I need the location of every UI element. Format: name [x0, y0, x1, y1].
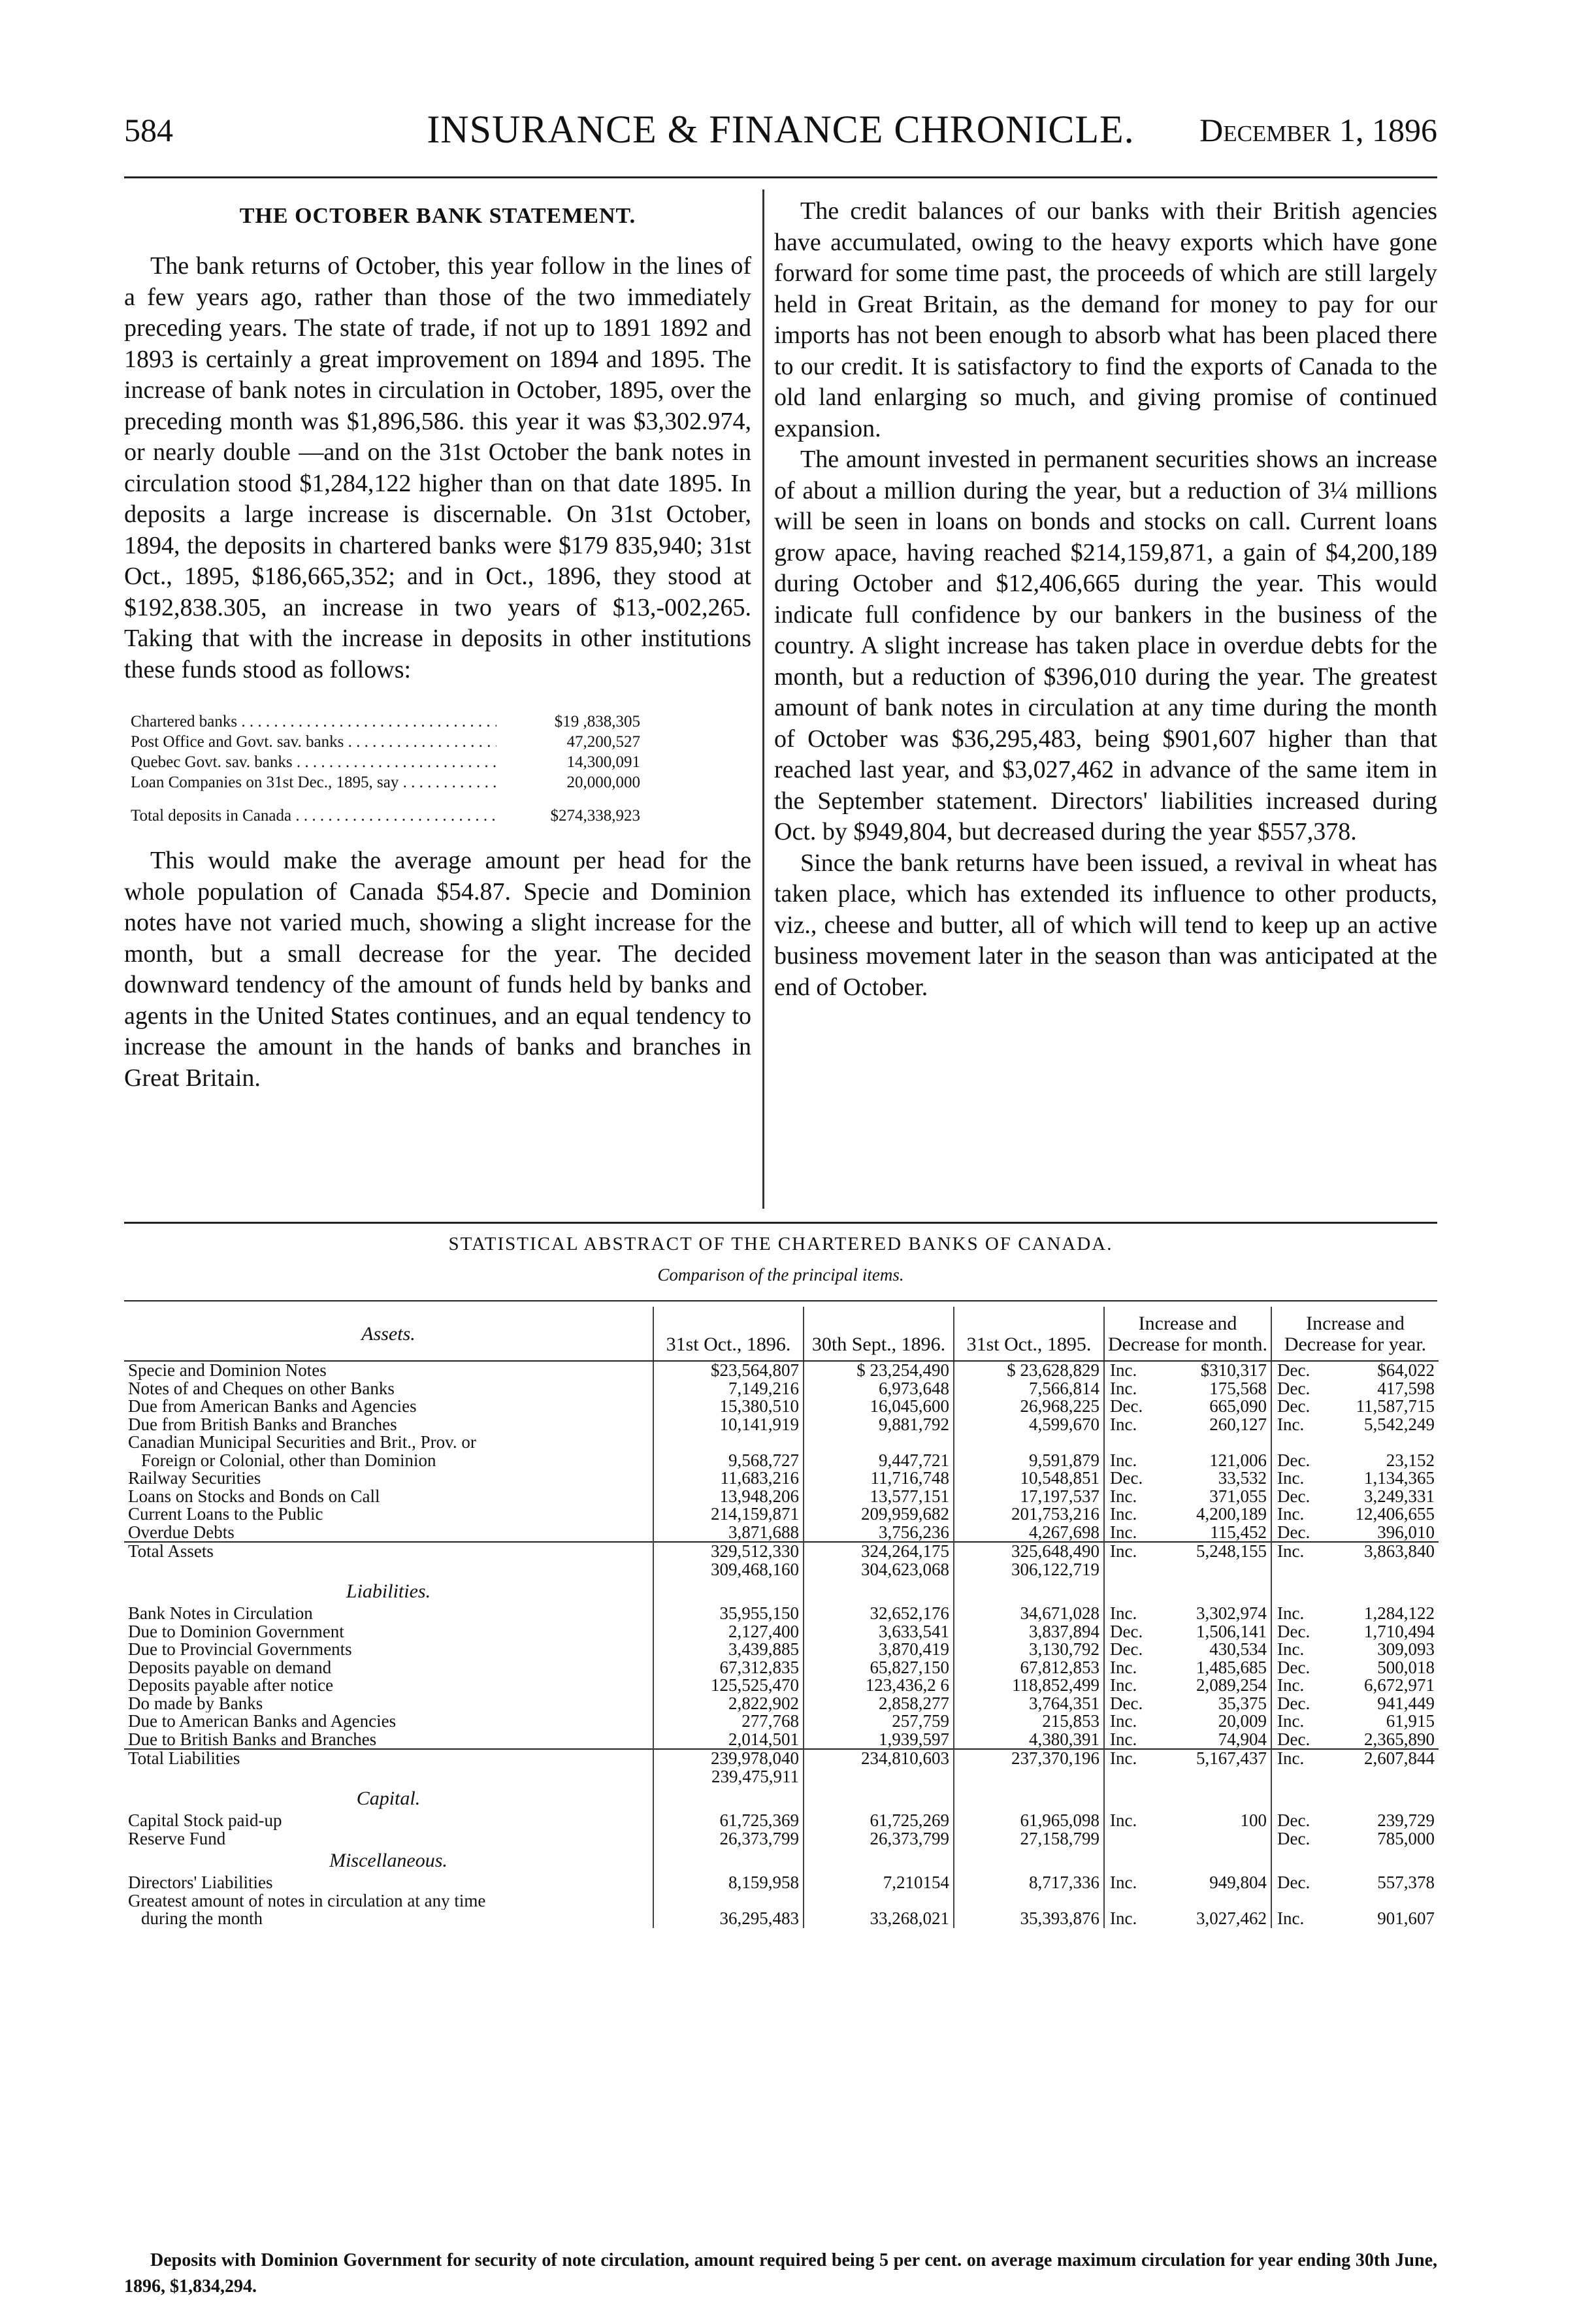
- cell-month-direction: Inc.: [1104, 1452, 1147, 1470]
- deposit-label: Loan Companies on 31st Dec., 1895, say . . .: [131, 772, 496, 793]
- cell-sept-1896: 33,268,021: [804, 1910, 954, 1928]
- cell-sept-1896: 257,759: [804, 1712, 954, 1731]
- cell-year-direction: Dec.: [1271, 1695, 1314, 1713]
- cell-year-direction: Inc.: [1271, 1542, 1314, 1561]
- cell-month-amount: 3,302,974: [1196, 1605, 1267, 1623]
- capital-section-row: [124, 1786, 1439, 1812]
- cell-oct-1896: 67,312,835: [653, 1659, 804, 1677]
- cell-year-amount: [1314, 1768, 1439, 1786]
- cell-sept-1896: 13,577,151: [804, 1488, 954, 1506]
- cell-label: Total Assets: [124, 1542, 653, 1561]
- cell-year-direction: Dec.: [1271, 1398, 1314, 1416]
- cell-month-amount: [1147, 1433, 1271, 1452]
- cell-oct-1896: 2,822,902: [653, 1695, 804, 1713]
- cell-label: Loans on Stocks and Bonds on Call: [128, 1487, 380, 1505]
- table-row: [124, 1623, 1439, 1641]
- cell-sept-1896: 3,756,236: [804, 1524, 954, 1543]
- cell-year-amount: 1,284,122: [1364, 1605, 1435, 1623]
- cell-year-amount: 785,000: [1377, 1829, 1435, 1848]
- cell-year-direction: Dec.: [1271, 1874, 1314, 1892]
- table-row: [124, 1380, 1439, 1398]
- cell-year-amount: 2,365,890: [1364, 1730, 1435, 1749]
- header-assets: Assets.: [124, 1307, 653, 1361]
- section-heading: Liabilities.: [346, 1580, 431, 1602]
- cell-month-amount: 33,532: [1218, 1469, 1267, 1488]
- cell-sept-1896: [804, 1433, 954, 1452]
- article-paragraph: The credit balances of our banks with their British agencies have accumulated, owing to the heavy exports which have gone forward for some time past, the proceeds of which are still largely held in Great Britain, as the demand for money to pay for our imports has not been enough to absorb what has been placed there to our credit. It is satisfactory to find the exports of Canada to the old land enlarging so much, and giving promise of continued expansion.: [774, 197, 1437, 442]
- cell-year-direction: Dec.: [1271, 1659, 1314, 1677]
- cell-oct-1895: 7,566,814: [954, 1380, 1104, 1398]
- cell-month-direction: Dec.: [1104, 1469, 1147, 1488]
- cell-oct-1896: [653, 1433, 804, 1452]
- right-column: [774, 196, 1437, 1003]
- table-row: [124, 1659, 1439, 1677]
- cell-month-direction: Dec.: [1104, 1641, 1147, 1659]
- cell-oct-1895: 4,599,670: [954, 1416, 1104, 1434]
- cell-oct-1895: 237,370,196: [954, 1749, 1104, 1768]
- cell-label: Due from American Banks and Agencies: [128, 1398, 417, 1416]
- cell-year-direction: [1271, 1768, 1314, 1786]
- cell-month-direction: Dec.: [1104, 1623, 1147, 1641]
- cell-label: Notes of and Cheques on other Banks: [128, 1379, 395, 1398]
- cell-oct-1895: 26,968,225: [954, 1398, 1104, 1416]
- cell-oct-1895: 61,965,098: [954, 1812, 1104, 1830]
- table-title: STATISTICAL ABSTRACT OF THE CHARTERED BANKS OF CANADA.: [448, 1234, 1113, 1254]
- cell-year-amount: [1314, 1561, 1439, 1579]
- deposits-list: [124, 712, 751, 826]
- cell-oct-1895: 4,267,698: [954, 1524, 1104, 1543]
- cell-oct-1896: [653, 1892, 804, 1910]
- cell-month-direction: Inc.: [1104, 1505, 1147, 1524]
- cell-sept-1896: 16,045,600: [804, 1398, 954, 1416]
- cell-month-direction: Dec.: [1104, 1695, 1147, 1713]
- cell-month-amount: 4,200,189: [1196, 1505, 1267, 1524]
- cell-month-direction: Inc.: [1104, 1731, 1147, 1750]
- cell-month-amount: [1147, 1768, 1271, 1786]
- cell-month-direction: Inc.: [1104, 1524, 1147, 1543]
- deposit-label: Post Office and Govt. sav. banks . . .: [131, 732, 496, 752]
- cell-month-amount: 665,090: [1209, 1398, 1267, 1416]
- header-sept-1896: 30th Sept., 1896.: [804, 1307, 954, 1361]
- cell-month-amount: 5,167,437: [1147, 1749, 1271, 1768]
- cell-oct-1896: 26,373,799: [653, 1830, 804, 1848]
- cell-year-direction: Dec.: [1271, 1623, 1314, 1641]
- deposit-row: [131, 772, 640, 793]
- cell-month-direction: Inc.: [1104, 1812, 1147, 1830]
- table-row: [124, 1416, 1439, 1434]
- cell-sept-1896: $ 23,254,490: [804, 1361, 954, 1380]
- cell-month-direction: [1104, 1433, 1147, 1452]
- cell-year-amount: 3,863,840: [1314, 1542, 1439, 1561]
- cell-year-direction: Inc.: [1271, 1605, 1314, 1623]
- cell-year-direction: [1271, 1561, 1314, 1579]
- cell-year-amount: [1314, 1892, 1439, 1910]
- cell-year-direction: Dec.: [1271, 1731, 1314, 1750]
- table-rule: [124, 1300, 1437, 1301]
- cell-oct-1896: 239,978,040: [653, 1749, 804, 1768]
- cell-label: Due to Dominion Government: [128, 1622, 344, 1641]
- table-body: [124, 1361, 1439, 1928]
- cell-year-amount: 396,010: [1377, 1523, 1435, 1542]
- cell-year-amount: 901,607: [1377, 1910, 1435, 1928]
- cell-year-amount: 5,542,249: [1364, 1415, 1435, 1433]
- cell-month-direction: Dec.: [1104, 1398, 1147, 1416]
- cell-label: Due to Provincial Governments: [128, 1641, 352, 1659]
- cell-oct-1895: 3,764,351: [954, 1695, 1104, 1713]
- cell-oct-1895: 67,812,853: [954, 1659, 1104, 1677]
- cell-month-direction: Inc.: [1104, 1605, 1147, 1623]
- cell-month-direction: [1104, 1892, 1147, 1910]
- cell-label: Current Loans to the Public: [128, 1505, 323, 1524]
- cell-year-amount: 941,449: [1377, 1694, 1435, 1712]
- header-month-change: Increase and Decrease for month.: [1104, 1307, 1271, 1361]
- cell-label: Railway Securities: [128, 1469, 261, 1488]
- cell-label: Reserve Fund: [128, 1829, 226, 1848]
- cell-label: Deposits payable after notice: [128, 1677, 334, 1695]
- cell-month-direction: Inc.: [1104, 1749, 1147, 1768]
- cell-label: [124, 1561, 653, 1579]
- cell-sept-1896: 65,827,150: [804, 1659, 954, 1677]
- cell-label: Deposits payable on demand: [128, 1658, 332, 1677]
- cell-year-amount: 417,598: [1377, 1379, 1435, 1398]
- cell-oct-1896: 309,468,160: [653, 1561, 804, 1579]
- cell-year-amount: 500,018: [1377, 1658, 1435, 1677]
- table-row: [124, 1677, 1439, 1695]
- cell-year-direction: Dec.: [1271, 1361, 1314, 1380]
- misc-section-row: [124, 1848, 1439, 1874]
- cell-month-amount: 5,248,155: [1147, 1542, 1271, 1561]
- cell-sept-1896: 9,447,721: [804, 1452, 954, 1470]
- cell-sept-1896: 2,858,277: [804, 1695, 954, 1713]
- cell-oct-1895: 34,671,028: [954, 1605, 1104, 1623]
- table-row: [124, 1605, 1439, 1623]
- cell-oct-1896: $23,564,807: [653, 1361, 804, 1380]
- cell-month-direction: Inc.: [1104, 1488, 1147, 1506]
- cell-label: Specie and Dominion Notes: [128, 1361, 327, 1380]
- deposit-value: 20,000,000: [496, 772, 640, 793]
- cell-month-amount: 20,009: [1218, 1712, 1267, 1731]
- table-row: [124, 1830, 1439, 1848]
- table-row: [124, 1469, 1439, 1488]
- cell-year-amount: 309,093: [1377, 1641, 1435, 1659]
- cell-label: Do made by Banks: [128, 1694, 263, 1712]
- cell-sept-1896: 234,810,603: [804, 1749, 954, 1768]
- cell-oct-1896: 61,725,369: [653, 1812, 804, 1830]
- cell-sept-1896: 6,973,648: [804, 1380, 954, 1398]
- cell-label: Foreign or Colonial, other than Dominion: [141, 1451, 436, 1469]
- cell-oct-1896: 3,871,688: [653, 1524, 804, 1543]
- deposit-label: Chartered banks . . .: [131, 712, 496, 732]
- cell-sept-1896: 11,716,748: [804, 1469, 954, 1488]
- table-row: [124, 1361, 1439, 1380]
- cell-month-amount: 260,127: [1209, 1415, 1267, 1433]
- cell-label: Canadian Municipal Securities and Brit., Prov. or: [128, 1433, 476, 1452]
- cell-year-amount: 1,710,494: [1364, 1622, 1435, 1641]
- cell-sept-1896: [804, 1892, 954, 1910]
- deposit-row: [131, 732, 640, 752]
- cell-oct-1895: $ 23,628,829: [954, 1361, 1104, 1380]
- cell-year-direction: Inc.: [1271, 1416, 1314, 1434]
- cell-year-direction: [1271, 1433, 1314, 1452]
- cell-month-direction: Inc.: [1104, 1416, 1147, 1434]
- cell-year-direction: Inc.: [1271, 1469, 1314, 1488]
- cell-month-amount: 949,804: [1209, 1874, 1267, 1892]
- cell-sept-1896: 7,210154: [804, 1874, 954, 1892]
- cell-sept-1896: 324,264,175: [804, 1542, 954, 1561]
- cell-month-amount: 175,568: [1209, 1379, 1267, 1398]
- cell-oct-1895: 35,393,876: [954, 1910, 1104, 1928]
- cell-year-direction: [1271, 1892, 1314, 1910]
- cell-month-amount: $310,317: [1200, 1361, 1267, 1380]
- cell-sept-1896: 32,652,176: [804, 1605, 954, 1623]
- cell-oct-1895: 27,158,799: [954, 1830, 1104, 1848]
- statistical-abstract-table: [124, 1307, 1439, 1928]
- left-column: [124, 196, 751, 1094]
- cell-month-amount: 100: [1240, 1812, 1267, 1830]
- cell-oct-1896: 35,955,150: [653, 1605, 804, 1623]
- deposit-value: $19 ,838,305: [496, 712, 640, 732]
- deposit-row: [131, 712, 640, 732]
- cell-month-amount: [1147, 1561, 1271, 1579]
- cell-year-direction: Inc.: [1271, 1712, 1314, 1731]
- cell-month-amount: 35,375: [1218, 1694, 1267, 1712]
- header-rule: [124, 176, 1437, 178]
- cell-month-direction: Inc.: [1104, 1712, 1147, 1731]
- cell-label: during the month: [141, 1910, 263, 1928]
- cell-sept-1896: 123,436,2 6: [804, 1677, 954, 1695]
- cell-oct-1895: 306,122,719: [954, 1561, 1104, 1579]
- cell-oct-1896: 277,768: [653, 1712, 804, 1731]
- cell-oct-1895: 17,197,537: [954, 1488, 1104, 1506]
- cell-month-amount: 371,055: [1209, 1487, 1267, 1505]
- table-row: [124, 1488, 1439, 1506]
- cell-sept-1896: 3,870,419: [804, 1641, 954, 1659]
- deposit-total-row: [131, 806, 640, 826]
- deposit-total-value: $274,338,923: [496, 806, 640, 826]
- assets-subtotal-row: [124, 1561, 1439, 1579]
- article-paragraph: This would make the average amount per head for the whole population of Canada $54.87. Specie and Dominion notes have not varied much, showing a slight increase for the month, but a small decrease for the year. The decided downward tendency of the amount of funds held by banks and agents in the United States continues, and an equal tendency to increase the amount in the hands of banks and branches in Great Britain.: [124, 847, 751, 1092]
- cell-label: [124, 1768, 653, 1786]
- deposit-row: [131, 752, 640, 772]
- cell-year-amount: 239,729: [1377, 1812, 1435, 1830]
- table-row: [124, 1874, 1439, 1892]
- cell-oct-1896: 36,295,483: [653, 1910, 804, 1928]
- cell-month-direction: [1104, 1768, 1147, 1786]
- cell-oct-1896: 8,159,958: [653, 1874, 804, 1892]
- article-paragraph: The amount invested in permanent securities shows an increase of about a million during the year, but a reduction of 3¼ millions will be seen in loans on bonds and stocks on call. Current loans grow apace, having reached $214,159,871, a gain of $4,200,189 during October and $12,406,665 during the year. This would indicate full confidence by our bankers in the business of the country. A slight increase has taken place in overdue debts for the month, but a reduction of $396,010 during the year. The greatest amount of bank notes in circulation at any time during the month of October was $36,295,483, being $901,607 higher than that reached last year, and $3,027,462 in advance of the same item in the September statement. Directors' liabilities increased during Oct. by $949,804, but decreased during the year $557,378.: [774, 446, 1437, 845]
- cell-year-amount: 11,587,715: [1356, 1398, 1435, 1416]
- cell-label: Due to American Banks and Agencies: [128, 1712, 397, 1731]
- header-year-change: Increase and Decrease for year.: [1271, 1307, 1439, 1361]
- table-row: [124, 1433, 1439, 1452]
- cell-month-amount: 1,485,685: [1196, 1658, 1267, 1677]
- deposit-value: 47,200,527: [496, 732, 640, 752]
- total-assets-row: [124, 1542, 1439, 1561]
- cell-year-amount: 6,672,971: [1364, 1677, 1435, 1695]
- section-heading: Capital.: [356, 1788, 421, 1809]
- table-row: [124, 1524, 1439, 1543]
- cell-month-direction: Inc.: [1104, 1542, 1147, 1561]
- table-row: [124, 1812, 1439, 1830]
- cell-label: Greatest amount of notes in circulation at any time: [128, 1891, 486, 1910]
- cell-label: Due to British Banks and Branches: [128, 1730, 377, 1749]
- cell-oct-1896: 2,014,501: [653, 1731, 804, 1750]
- cell-oct-1895: 325,648,490: [954, 1542, 1104, 1561]
- cell-oct-1895: 3,837,894: [954, 1623, 1104, 1641]
- cell-oct-1895: 118,852,499: [954, 1677, 1104, 1695]
- cell-month-direction: Inc.: [1104, 1910, 1147, 1928]
- cell-year-amount: 3,249,331: [1364, 1487, 1435, 1505]
- liabilities-section-row: [124, 1579, 1439, 1605]
- cell-year-direction: Inc.: [1271, 1749, 1314, 1768]
- cell-oct-1896: 2,127,400: [653, 1623, 804, 1641]
- cell-oct-1895: 4,380,391: [954, 1731, 1104, 1750]
- cell-month-direction: Inc.: [1104, 1380, 1147, 1398]
- cell-year-direction: Dec.: [1271, 1524, 1314, 1543]
- page-number: 584: [124, 112, 173, 148]
- table-subtitle: Comparison of the principal items.: [657, 1265, 904, 1285]
- cell-month-amount: 121,006: [1209, 1451, 1267, 1469]
- article-paragraph: Since the bank returns have been issued, a revival in wheat has taken place, which has extended its influence to other products, viz., cheese and butter, all of which will tend to keep up an active business movement later in the season than was anticipated at the end of October.: [774, 849, 1437, 1001]
- cell-year-amount: [1314, 1433, 1439, 1452]
- total-liabilities-row: [124, 1749, 1439, 1768]
- cell-month-amount: [1147, 1892, 1271, 1910]
- cell-year-amount: 12,406,655: [1355, 1505, 1435, 1524]
- cell-year-amount: 1,134,365: [1364, 1469, 1435, 1488]
- cell-oct-1896: 13,948,206: [653, 1488, 804, 1506]
- cell-oct-1895: 215,853: [954, 1712, 1104, 1731]
- cell-sept-1896: 61,725,269: [804, 1812, 954, 1830]
- cell-oct-1895: 3,130,792: [954, 1641, 1104, 1659]
- header-oct-1896: 31st Oct., 1896.: [653, 1307, 804, 1361]
- cell-sept-1896: 209,959,682: [804, 1505, 954, 1524]
- liabilities-subtotal-row: [124, 1768, 1439, 1786]
- cell-year-direction: Dec.: [1271, 1452, 1314, 1470]
- cell-sept-1896: 1,939,597: [804, 1731, 954, 1750]
- cell-month-amount: [1147, 1830, 1271, 1848]
- cell-year-amount: 557,378: [1377, 1874, 1435, 1892]
- cell-oct-1895: [954, 1433, 1104, 1452]
- cell-sept-1896: [804, 1768, 954, 1786]
- cell-month-direction: Inc.: [1104, 1677, 1147, 1695]
- cell-sept-1896: 304,623,068: [804, 1561, 954, 1579]
- cell-year-amount: 2,607,844: [1314, 1749, 1439, 1768]
- cell-oct-1895: 201,753,216: [954, 1505, 1104, 1524]
- cell-label: Overdue Debts: [128, 1523, 235, 1542]
- cell-oct-1896: 125,525,470: [653, 1677, 804, 1695]
- cell-oct-1896: 7,149,216: [653, 1380, 804, 1398]
- cell-year-direction: Inc.: [1271, 1677, 1314, 1695]
- table-row: [124, 1641, 1439, 1659]
- cell-month-amount: 74,904: [1218, 1730, 1267, 1749]
- cell-year-direction: Dec.: [1271, 1812, 1314, 1830]
- cell-year-direction: Inc.: [1271, 1505, 1314, 1524]
- cell-year-amount: 61,915: [1386, 1712, 1435, 1731]
- cell-year-direction: Inc.: [1271, 1641, 1314, 1659]
- cell-month-direction: Inc.: [1104, 1659, 1147, 1677]
- cell-sept-1896: 3,633,541: [804, 1623, 954, 1641]
- cell-oct-1896: 10,141,919: [653, 1416, 804, 1434]
- cell-oct-1895: 9,591,879: [954, 1452, 1104, 1470]
- cell-month-amount: 3,027,462: [1196, 1910, 1267, 1928]
- column-divider: [762, 189, 764, 1209]
- cell-month-amount: 115,452: [1210, 1523, 1267, 1542]
- cell-year-direction: Dec.: [1271, 1830, 1314, 1848]
- cell-label: Directors' Liabilities: [128, 1874, 273, 1892]
- cell-sept-1896: 26,373,799: [804, 1830, 954, 1848]
- deposit-total-label: Total deposits in Canada . . .: [131, 806, 496, 826]
- running-header: [124, 108, 1437, 163]
- cell-oct-1896: 15,380,510: [653, 1398, 804, 1416]
- deposit-label: Quebec Govt. sav. banks . . .: [131, 752, 496, 772]
- table-row: [124, 1452, 1439, 1470]
- issue-date: December 1, 1896: [1199, 112, 1437, 148]
- table-row: [124, 1505, 1439, 1524]
- table-row: [124, 1892, 1439, 1910]
- table-top-rule: [124, 1222, 1437, 1224]
- cell-oct-1895: 8,717,336: [954, 1874, 1104, 1892]
- cell-oct-1895: [954, 1892, 1104, 1910]
- cell-year-amount: $64,022: [1377, 1361, 1435, 1380]
- cell-sept-1896: 9,881,792: [804, 1416, 954, 1434]
- table-header-row: [124, 1307, 1439, 1361]
- cell-year-direction: Inc.: [1271, 1910, 1314, 1928]
- cell-oct-1896: 329,512,330: [653, 1542, 804, 1561]
- cell-oct-1896: 11,683,216: [653, 1469, 804, 1488]
- section-heading: Miscellaneous.: [329, 1850, 448, 1871]
- publication-title: INSURANCE & FINANCE CHRONICLE.: [427, 108, 1135, 151]
- cell-year-direction: Dec.: [1271, 1380, 1314, 1398]
- cell-label: Total Liabilities: [124, 1749, 653, 1768]
- table-row: [124, 1398, 1439, 1416]
- table-row: [124, 1731, 1439, 1750]
- table-footnote: Deposits with Dominion Government for security of note circulation, amount required being 5 per cent. on average maximum circulation for year ending 30th June, 1896, $1,834,294.: [124, 2250, 1437, 2297]
- cell-month-direction: [1104, 1830, 1147, 1848]
- cell-month-amount: 430,534: [1209, 1641, 1267, 1659]
- cell-oct-1896: 3,439,885: [653, 1641, 804, 1659]
- cell-year-amount: 23,152: [1386, 1451, 1435, 1469]
- cell-month-direction: Inc.: [1104, 1361, 1147, 1380]
- article-paragraph: The bank returns of October, this year follow in the lines of a few years ago, rather than those of the two immediately preceding years. The state of trade, if not up to 1891 1892 and 1893 is certainly a great improvement on 1894 and 1895. The increase of bank notes in circulation in October, 1895, over the preceding month was $1,896,586. this year it was $3,302.974, or nearly double —and on the 31st October the bank notes in circulation stood $1,284,122 higher than on that date 1895. In deposits a large increase is discernable. On 31st October, 1894, the deposits in chartered banks were $179 835,940; 31st Oct., 1895, $186,665,352; and in Oct., 1896, they stood at $192,838.305, an increase in two years of $13,-002,265. Taking that with the increase in deposits in other institutions these funds stood as follows:: [124, 252, 751, 683]
- article-heading: THE OCTOBER BANK STATEMENT.: [239, 204, 636, 228]
- cell-label: Due from British Banks and Branches: [128, 1415, 397, 1433]
- table-row: [124, 1910, 1439, 1928]
- cell-month-amount: 2,089,254: [1196, 1677, 1267, 1695]
- header-oct-1895: 31st Oct., 1895.: [954, 1307, 1104, 1361]
- cell-oct-1896: 214,159,871: [653, 1505, 804, 1524]
- table-row: [124, 1712, 1439, 1731]
- cell-oct-1895: [954, 1768, 1104, 1786]
- cell-label: Bank Notes in Circulation: [128, 1605, 313, 1623]
- cell-month-direction: [1104, 1561, 1147, 1579]
- cell-oct-1896: 239,475,911: [653, 1768, 804, 1786]
- cell-oct-1896: 9,568,727: [653, 1452, 804, 1470]
- cell-month-amount: 1,506,141: [1196, 1622, 1267, 1641]
- cell-oct-1895: 10,548,851: [954, 1469, 1104, 1488]
- table-row: [124, 1695, 1439, 1713]
- cell-month-direction: Inc.: [1104, 1874, 1147, 1892]
- deposit-value: 14,300,091: [496, 752, 640, 772]
- cell-year-direction: Dec.: [1271, 1488, 1314, 1506]
- cell-label: Capital Stock paid-up: [128, 1812, 282, 1830]
